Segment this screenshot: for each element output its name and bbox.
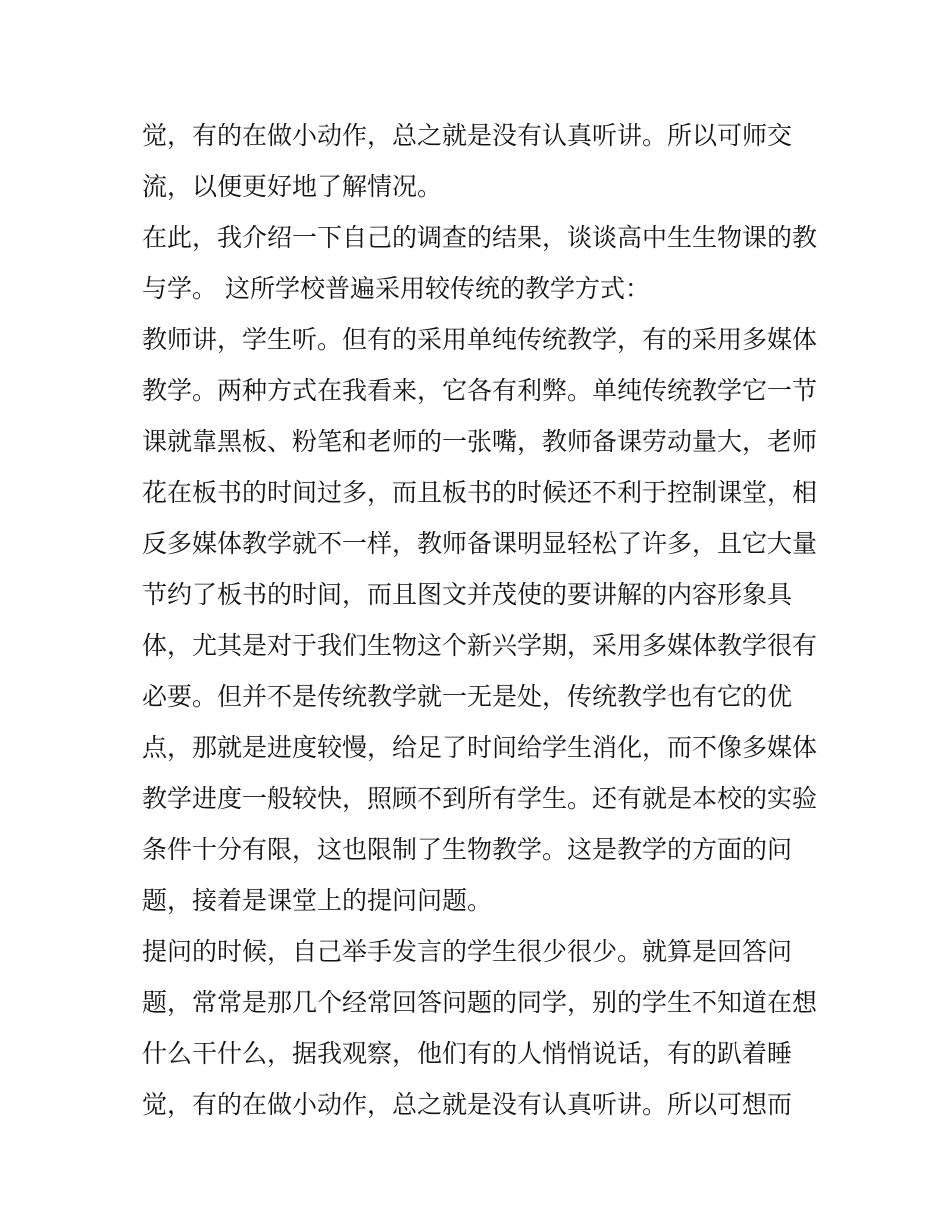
text-line: 教学进度一般较快，照顾不到所有学生。还有就是本校的实验 [142,784,818,813]
text-line: 点，那就是进度较慢，给足了时间给学生消化，而不像多媒体 [142,733,818,762]
text-line: 必要。但并不是传统教学就一无是处，传统教学也有它的优 [142,682,793,711]
text-line: 教学。两种方式在我看来，它各有利弊。单纯传统教学它一节 [142,376,818,405]
text-line: 题，常常是那几个经常回答问题的同学，别的学生不知道在想 [142,988,818,1017]
text-line: 体，尤其是对于我们生物这个新兴学期，采用多媒体教学很有 [142,631,818,660]
text-line: 花在板书的时间过多，而且板书的时候还不利于控制课堂，相 [142,478,818,507]
text-line: 提问的时候，自己举手发言的学生很少很少。就算是回答问 [142,937,793,966]
text-line: 与学。 这所学校普遍采用较传统的教学方式： [142,274,650,303]
text-line: 教师讲，学生听。但有的采用单纯传统教学，有的采用多媒体 [142,325,818,354]
text-line: 题，接着是课堂上的提问问题。 [142,886,493,915]
text-line: 节约了板书的时间，而且图文并茂使的要讲解的内容形象具 [142,580,793,609]
text-line: 反多媒体教学就不一样，教师备课明显轻松了许多，且它大量 [142,529,818,558]
text-line: 在此，我介绍一下自己的调查的结果，谈谈高中生生物课的教 [142,223,818,252]
text-line: 什么干什么，据我观察，他们有的人悄悄说话，有的趴着睡 [142,1039,793,1068]
text-line: 流，以便更好地了解情况。 [142,172,443,201]
body-text [142,110,822,1130]
text-line: 课就靠黑板、粉笔和老师的一张嘴，教师备课劳动量大，老师 [142,427,818,456]
text-line: 觉，有的在做小动作，总之就是没有认真听讲。所以可想而 [142,1090,793,1119]
text-line: 条件十分有限，这也限制了生物教学。这是教学的方面的问 [142,835,793,864]
text-line: 觉，有的在做小动作，总之就是没有认真听讲。所以可师交 [142,121,793,150]
